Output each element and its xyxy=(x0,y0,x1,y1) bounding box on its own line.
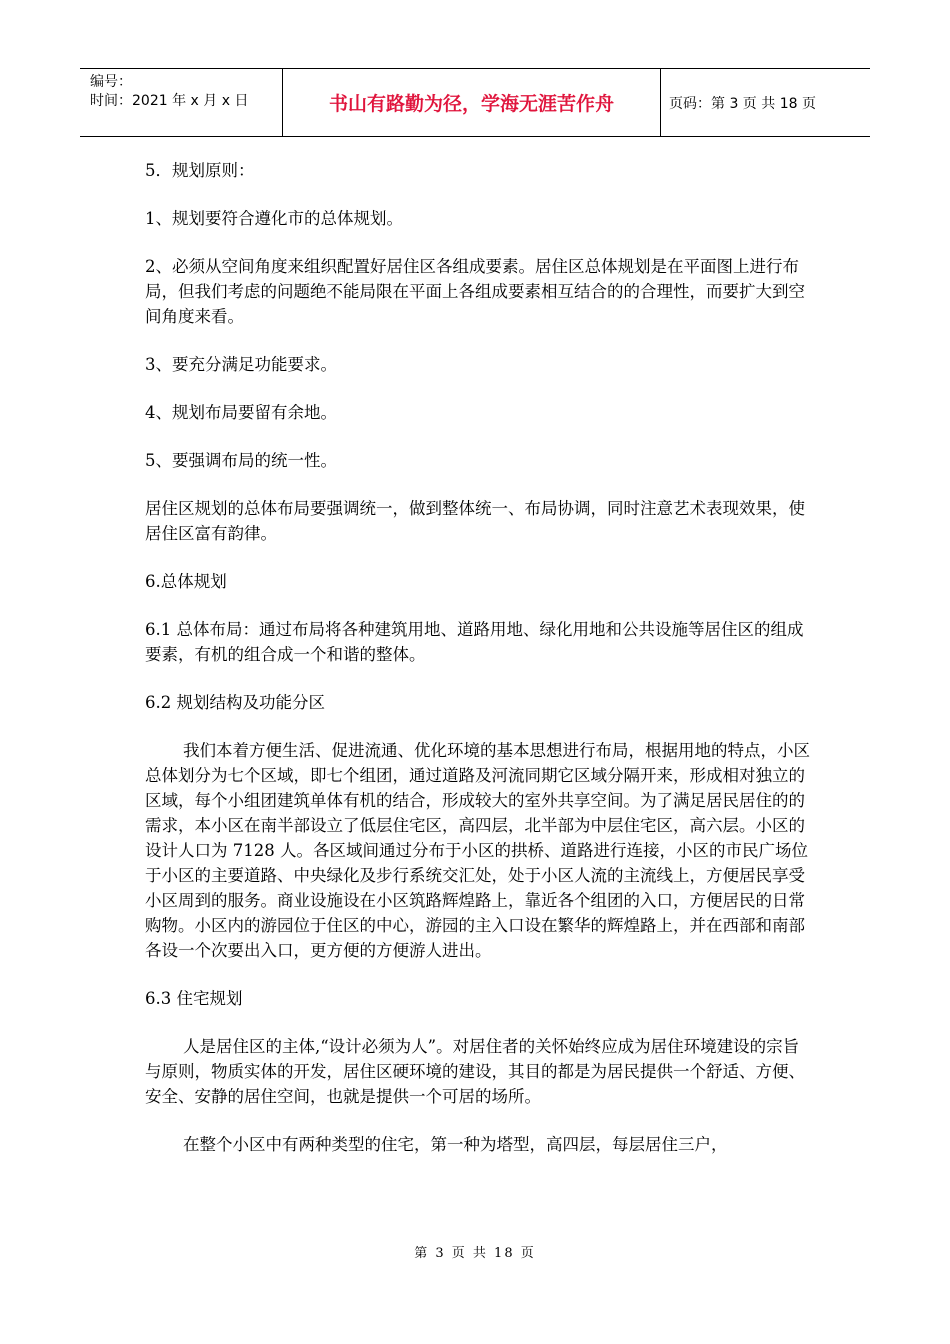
principle-2: 2、必须从空间角度来组织配置好居住区各组成要素。居住区总体规划是在平面图上进行布局，但我们考虑的问题绝不能局限在平面上各组成要素相互结合的的合理性，而要扩大到空间角度来看。 xyxy=(145,257,805,326)
header-motto: 书山有路勤为径，学海无涯苦作舟 xyxy=(283,69,661,136)
page-footer: 第 3 页 共 18 页 xyxy=(414,1246,536,1261)
residential-paragraph: 人是居住区的主体,“设计必须为人”。对居住者的关怀始终应成为居住环境建设的宗旨与原则，物质实体的开发，居住区硬环境的建设，其目的都是为居民提供一个舒适、方便、安全、安静的居住空间，也就是提供一个可居的场所。 xyxy=(145,1037,805,1106)
header-number-label: 编号： xyxy=(90,74,132,90)
structure-paragraph: 我们本着方便生活、促进流通、优化环境的基本思想进行布局，根据用地的特点，小区总体划分为七个区域，即七个组团，通过道路及河流同期它区域分隔开来，形成相对独立的区域，每个小组团建筑单体有机的结合，形成较大的室外共享空间。为了满足居民居住的的需求，本小区在南半部设立了低层住宅区，高四层，北半部为中层住宅区，高六层。小区的设计人口为 7128 人。各区域间通过分布于小区的拱桥、道路进行连接，小区的市民广场位于小区的主要道路、中央绿化及步行系统交汇处，处于小区人流的主流线上，方便居民享受小区周到的服务。商业设施设在小区筑路辉煌路上，靠近各个组团的入口，方便居民的日常购物。小区内的游园位于住区的中心，游园的主入口设在繁华的辉煌路上，并在西部和南部各设一个次要出入口，更方便的方便游人进出。 xyxy=(145,741,810,960)
principle-4: 4、规划布局要留有余地。 xyxy=(145,403,337,422)
header-time-label: 时间：2021 年 x 月 x 日 xyxy=(90,93,249,109)
document-body xyxy=(145,158,810,1180)
principle-3: 3、要充分满足功能要求。 xyxy=(145,355,337,374)
section-heading-structure: 6.2 规划结构及功能分区 xyxy=(145,693,325,712)
section-heading-residential: 6.3 住宅规划 xyxy=(145,989,243,1008)
overall-layout: 6.1 总体布局：通过布局将各种建筑用地、道路用地、绿化用地和公共设施等居住区的组成要素，有机的组合成一个和谐的整体。 xyxy=(145,620,804,664)
header-page-info: 页码：第 3 页 共 18 页 xyxy=(669,95,816,112)
section-heading-principles: 5．规划原则： xyxy=(145,161,255,180)
header-meta xyxy=(80,69,283,136)
principle-5: 5、要强调布局的统一性。 xyxy=(145,451,337,470)
principle-1: 1、规划要符合遵化市的总体规划。 xyxy=(145,209,403,228)
housing-types-paragraph: 在整个小区中有两种类型的住宅，第一种为塔型，高四层，每层居住三户， xyxy=(183,1135,728,1154)
principle-summary: 居住区规划的总体布局要强调统一，做到整体统一、布局协调，同时注意艺术表现效果，使居住区富有韵律。 xyxy=(145,499,805,543)
page-header xyxy=(80,68,870,137)
section-heading-overall-plan: 6.总体规划 xyxy=(145,572,227,591)
